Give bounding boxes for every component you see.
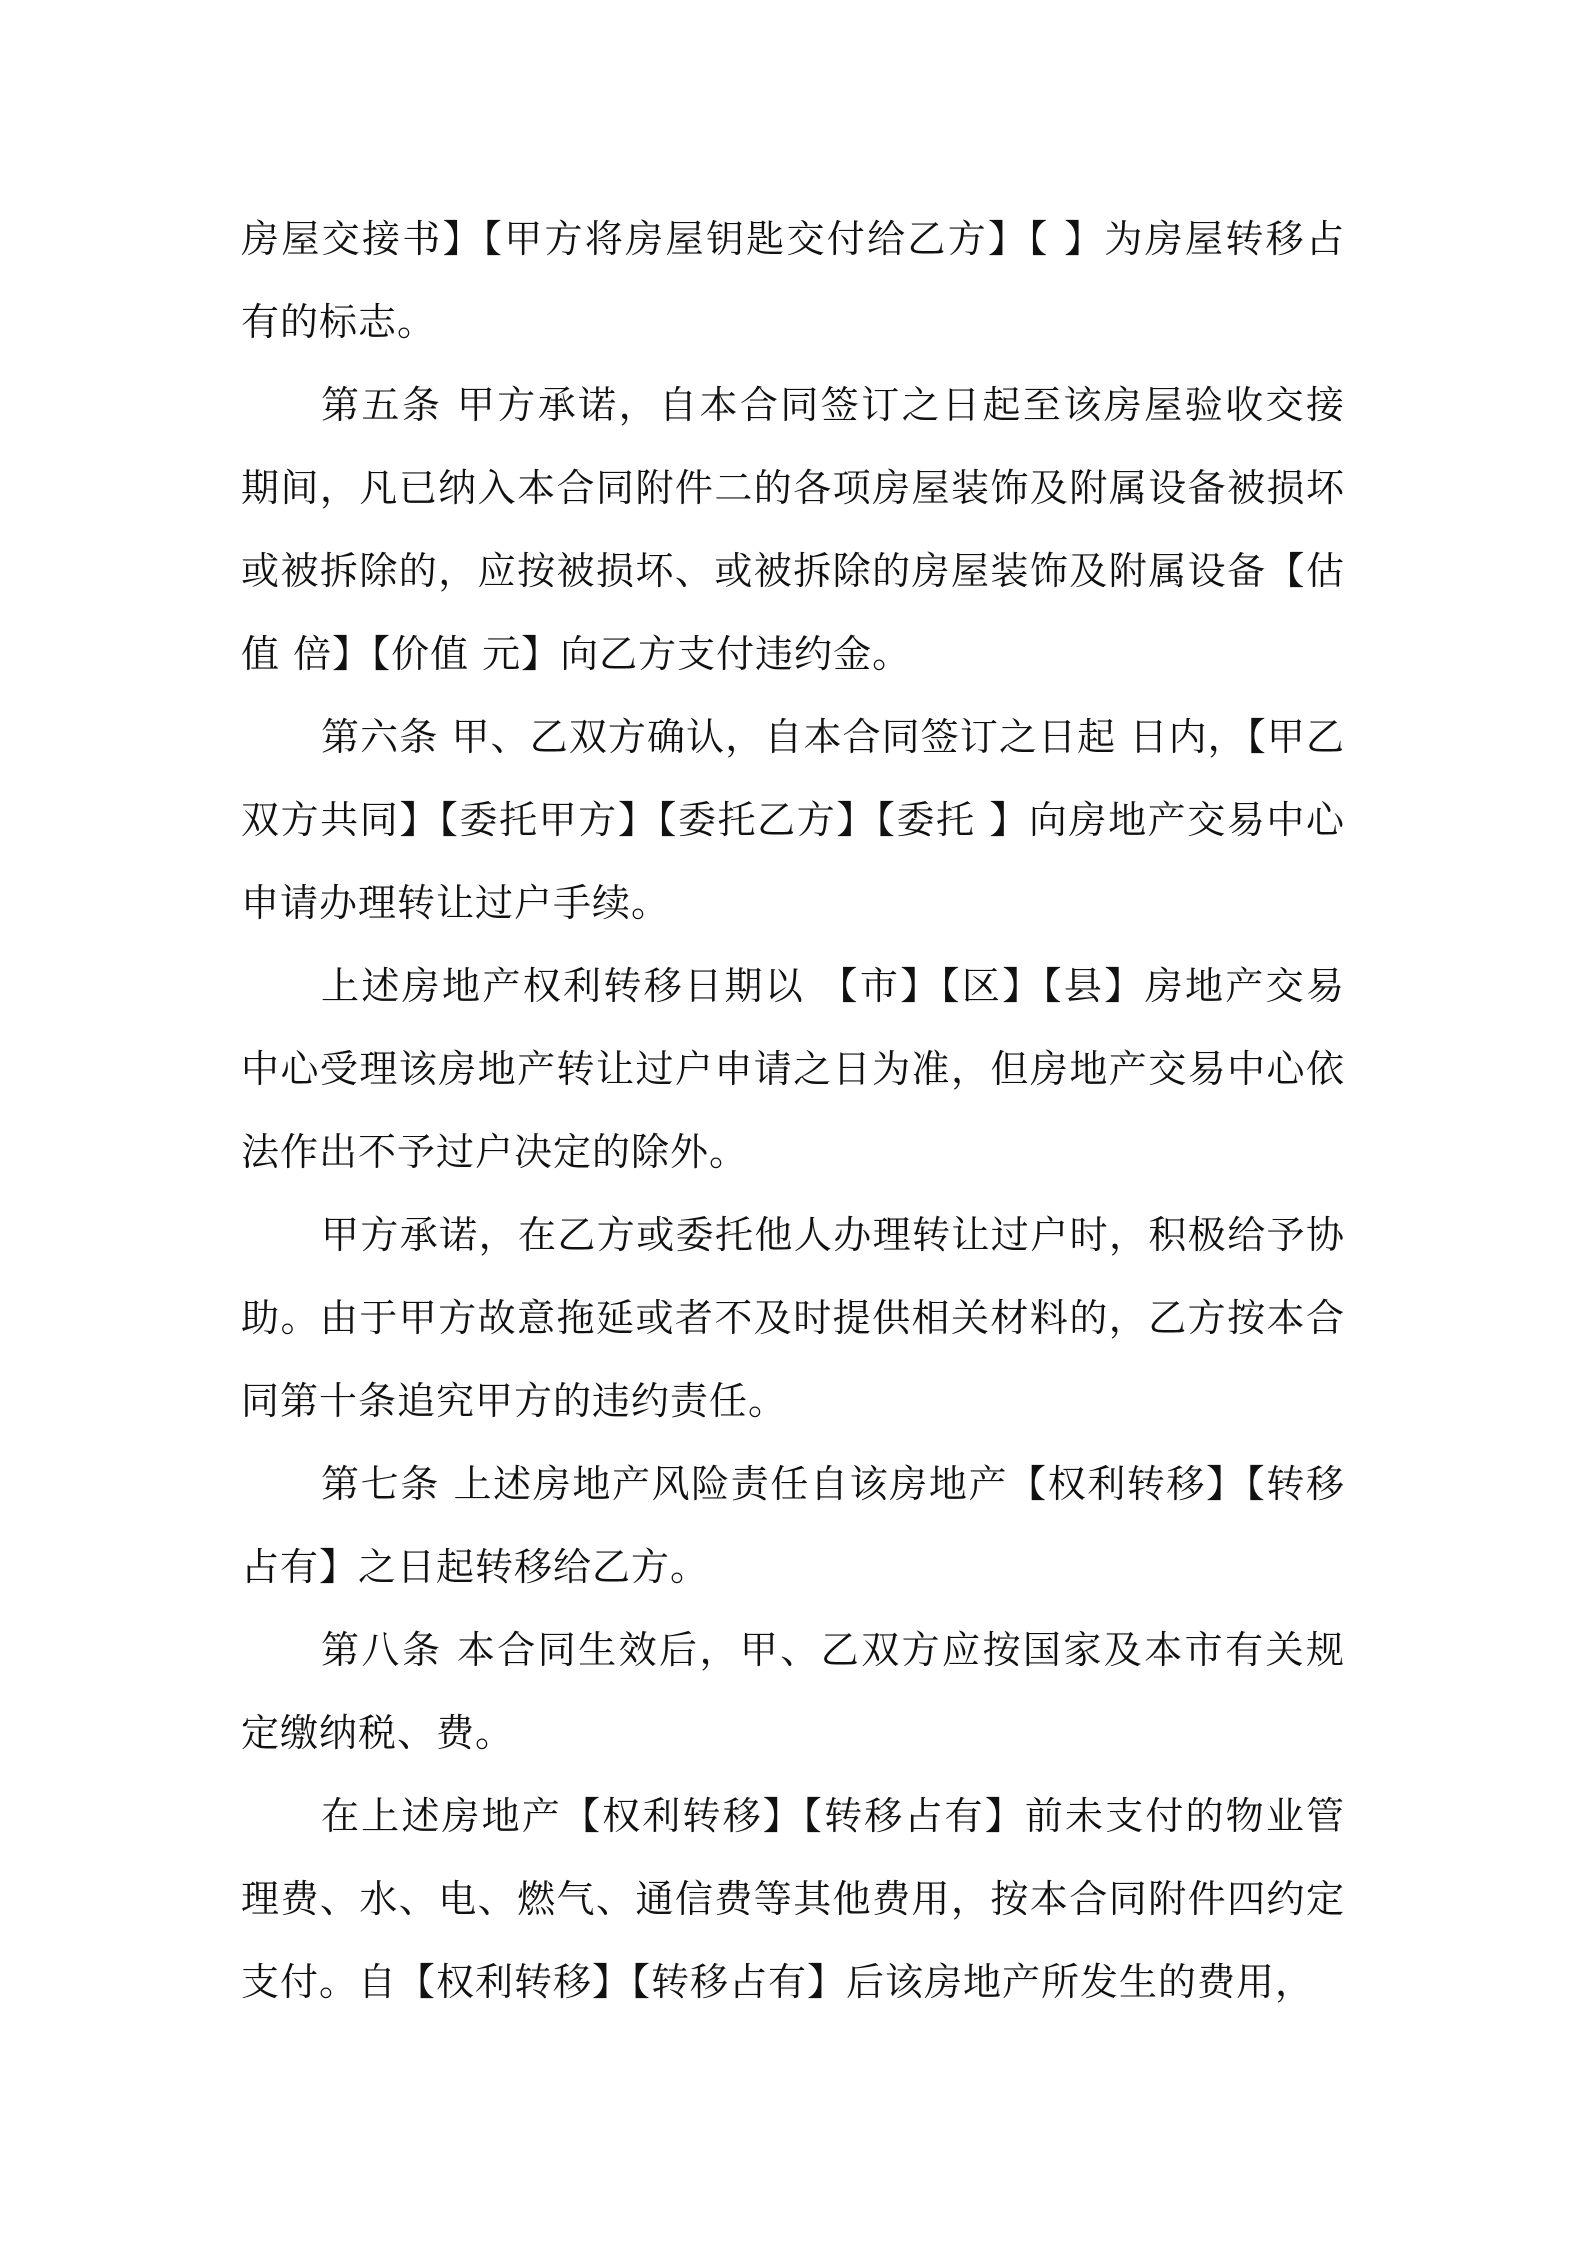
- document-body: [241, 198, 1345, 2024]
- paragraph-transfer-date: 上述房地产权利转移日期以 【市】【区】【县】房地产交易中心受理该房地产转让过户申请之日为准，但房地产交易中心依法作出不予过户决定的除外。: [241, 964, 1345, 1174]
- paragraph-article-6: 第六条 甲、乙双方确认，自本合同签订之日起 日内，【甲乙双方共同】【委托甲方】【委托乙方】【委托 】向房地产交易中心申请办理转让过户手续。: [241, 715, 1345, 925]
- paragraph-fees: 在上述房地产【权利转移】【转移占有】前未支付的物业管理费、水、电、燃气、通信费等其他费用，按本合同附件四约定支付。自【权利转移】【转移占有】后该房地产所发生的费用，: [241, 1794, 1345, 2004]
- paragraph-article-5: 第五条 甲方承诺，自本合同签订之日起至该房屋验收交接期间，凡已纳入本合同附件二的各项房屋装饰及附属设备被损坏或被拆除的，应按被损坏、或被拆除的房屋装饰及附属设备【估值 倍】【价值 元】向乙方支付违约金。: [241, 383, 1345, 676]
- paragraph-handover-mark: 房屋交接书】【甲方将房屋钥匙交付给乙方】【 】为房屋转移占有的标志。: [241, 217, 1345, 344]
- paragraph-party-a-commitment: 甲方承诺，在乙方或委托他人办理转让过户时，积极给予协助。由于甲方故意拖延或者不及时提供相关材料的，乙方按本合同第十条追究甲方的违约责任。: [241, 1213, 1345, 1423]
- paragraph-article-8: 第八条 本合同生效后，甲、乙双方应按国家及本市有关规定缴纳税、费。: [241, 1628, 1345, 1755]
- paragraph-article-7: 第七条 上述房地产风险责任自该房地产【权利转移】【转移占有】之日起转移给乙方。: [241, 1462, 1345, 1589]
